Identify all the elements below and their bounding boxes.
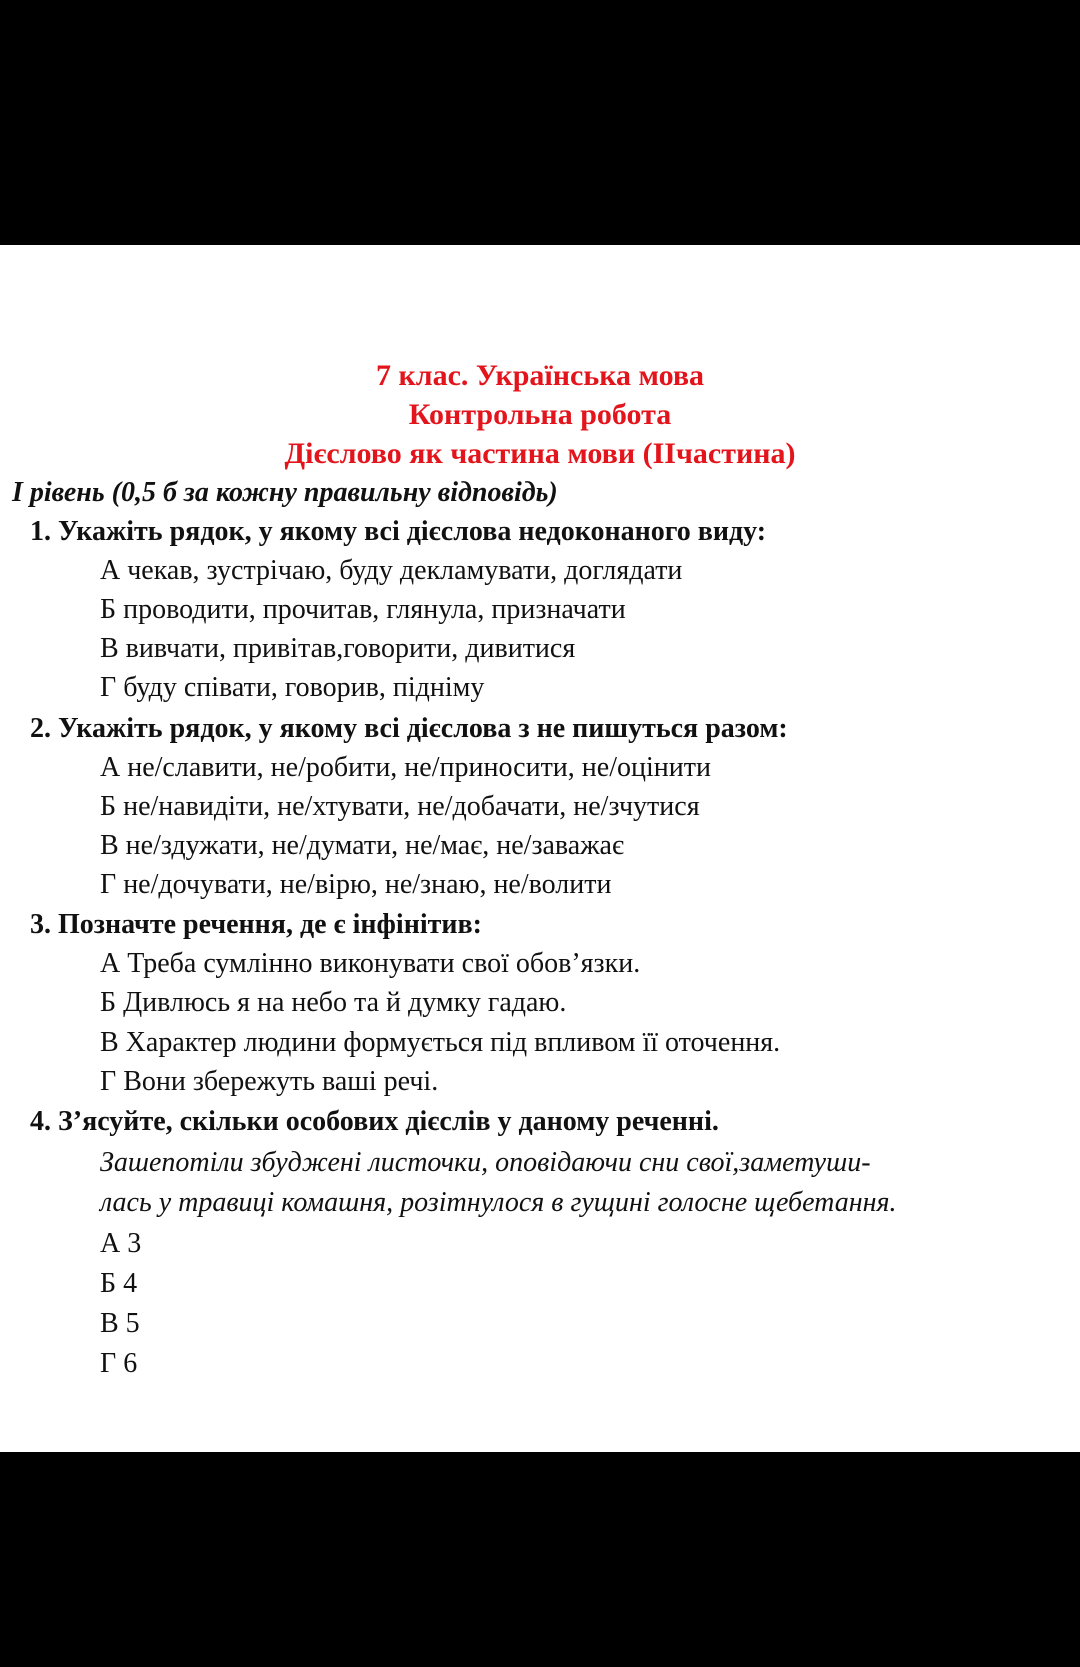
title-subject: 7 клас. Українська мова xyxy=(375,359,705,392)
title-topic: Дієслово як частина мови (ІІчастина) xyxy=(284,437,796,470)
question-3-option-d: Г Вони збережуть ваші речі. xyxy=(100,1066,439,1097)
question-3-option-c: В Характер людини формується під впливом її оточення. xyxy=(100,1027,781,1058)
question-1-option-d: Г буду співати, говорив, підніму xyxy=(100,672,485,703)
question-2-option-c: В не/здужати, не/думати, не/має, не/заважає xyxy=(100,830,625,861)
question-1-option-a: А чекав, зустрічаю, буду декламувати, доглядати xyxy=(100,555,683,586)
question-4: 4. З’ясуйте, скільки особових дієслів у даному реченні. xyxy=(30,1106,719,1137)
bottom-black-bar xyxy=(0,1452,1080,1667)
question-2: 2. Укажіть рядок, у якому всі дієслова з не пишуться разом: xyxy=(30,713,788,744)
question-4-option-a: А 3 xyxy=(100,1228,142,1259)
question-3-option-b: Б Дивлюсь я на небо та й думку гадаю. xyxy=(100,987,567,1018)
title-work-type: Контрольна робота xyxy=(408,398,672,431)
question-4-sentence-line-1: Зашепотіли збуджені листочки, оповідаючи сни свої,заметуши- xyxy=(100,1147,871,1178)
question-1-option-b: Б проводити, прочитав, глянула, призначати xyxy=(100,594,626,625)
question-2-option-b: Б не/навидіти, не/хтувати, не/добачати, не/зчутися xyxy=(100,791,700,822)
question-1: 1. Укажіть рядок, у якому всі дієслова недоконаного виду: xyxy=(30,516,767,547)
question-1-option-c: В вивчати, привітав,говорити, дивитися xyxy=(100,633,576,664)
question-4-option-b: Б 4 xyxy=(100,1268,138,1299)
question-2-option-a: А не/славити, не/робити, не/приносити, не/оцінити xyxy=(100,752,711,783)
level-heading: І рівень (0,5 б за кожну правильну відповідь) xyxy=(12,477,558,508)
document-page xyxy=(0,245,1080,1452)
question-4-option-d: Г 6 xyxy=(100,1348,138,1379)
top-black-bar xyxy=(0,0,1080,245)
question-3-option-a: А Треба сумлінно виконувати свої обов’язки. xyxy=(100,948,641,979)
question-2-option-d: Г не/дочувати, не/вірю, не/знаю, не/волити xyxy=(100,869,612,900)
question-3: 3. Позначте речення, де є інфінітив: xyxy=(30,909,482,940)
question-4-option-c: В 5 xyxy=(100,1308,140,1339)
question-4-sentence-line-2: лась у травиці комашня, розітнулося в гущині голосне щебетання. xyxy=(100,1187,897,1218)
